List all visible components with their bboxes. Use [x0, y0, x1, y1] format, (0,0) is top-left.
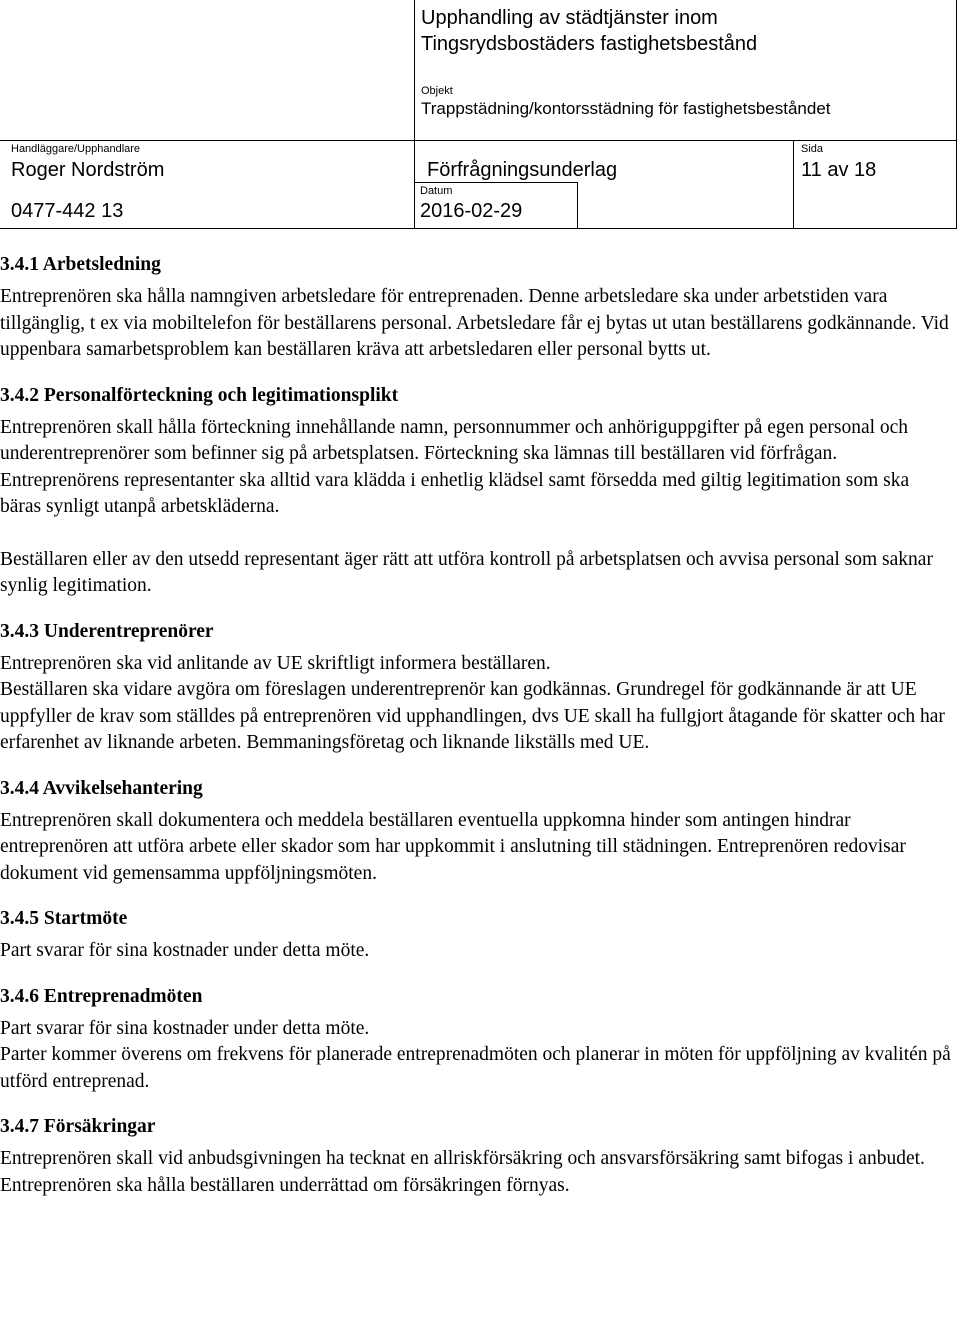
document-title-line1: Upphandling av städtjänster inom [421, 7, 718, 29]
paragraph: Entreprenörens representanter ska alltid vara klädda i enhetlig klädsel samt försedda med giltig legitimation som ska bäras synligt utanpå arbetskläderna. [0, 469, 910, 517]
section-heading: 3.4.7 Försäkringar [0, 1116, 156, 1137]
header-divider [0, 228, 957, 229]
section-avvikelsehantering [0, 776, 955, 888]
paragraph: Entreprenören ska hålla namngiven arbetsledare för entreprenaden. Denne arbetsledare ska under arbetstiden vara tillgänglig, t ex via mobiltelefon för beställarens personal. Arbetsledare får ej bytas ut utan beställarens godkännande. Vid uppenbara samarbetsproblem kan beställaren kräva att arbetsledaren eller personal bytts ut. [0, 286, 949, 360]
paragraph: Entreprenören skall hålla förteckning innehållande namn, personnummer och anhöriguppgifter på egen personal och underentreprenörer som befinner sig på arbetsplatsen. Förteckning ska lämnas till beställaren vid förfrågan. [0, 416, 909, 464]
page-number: 11 av 18 [801, 159, 877, 181]
handler-phone: 0477-442 13 [11, 200, 124, 222]
section-heading: 3.4.5 Startmöte [0, 908, 128, 929]
date-label: Datum [420, 185, 453, 197]
handler-label: Handläggare/Upphandlare [11, 143, 141, 155]
section-heading: 3.4.3 Underentreprenörer [0, 620, 214, 642]
paragraph: Part svarar för sina kostnader under detta möte. [0, 940, 370, 961]
paragraph: Entreprenören ska vid anlitande av UE skriftligt informera beställaren. [0, 652, 551, 674]
paragraph: Entreprenören skall vid anbudsgivningen ha tecknat en allriskförsäkring och ansvarsförsäkring samt bifogas i anbudet. Entreprenören ska hålla beställaren underrättad om försäkringen förnyas. [0, 1148, 925, 1196]
section-heading: 3.4.1 Arbetsledning [0, 254, 161, 275]
section-heading: 3.4.6 Entreprenadmöten [0, 985, 203, 1007]
object-label: Objekt [421, 85, 453, 97]
header-divider [414, 0, 415, 140]
handler-name: Roger Nordström [11, 159, 165, 181]
paragraph: Beställaren ska vidare avgöra om föreslagen underentreprenör kan godkännas. Grundregel för godkännande är att UE uppfyller de krav som ställdes på entreprenören vid upphandlingen, dvs UE skall ha fullgjort åtagande för skatter och har erfarenhet av liknande arbeten. Bemmaningsföretag och liknande likställs med UE. [0, 679, 945, 753]
header-divider [414, 140, 415, 228]
section-forsakringar [0, 1114, 955, 1199]
header-divider [956, 0, 957, 229]
section-underentreprenorer [0, 619, 955, 757]
document-header [0, 0, 960, 230]
object-value: Trappstädning/kontorsstädning för fastighetsbeståndet [421, 99, 831, 118]
header-divider [577, 182, 578, 228]
section-heading: 3.4.4 Avvikelsehantering [0, 777, 203, 799]
paragraph: Entreprenören skall dokumentera och meddela beställaren eventuella uppkomna hinder som antingen hindrar entreprenören att utföra arbete eller skador som har uppkommit i anslutning till städningen. Entreprenören redovisar dokument vid gemensamma uppföljningsmöten. [0, 809, 906, 884]
section-arbetsledning [0, 252, 955, 364]
section-entreprenadmoten [0, 984, 955, 1096]
header-divider [793, 140, 794, 228]
paragraph: Parter kommer överens om frekvens för planerade entreprenadmöten och planerar in möten för uppföljning av kvalitén på utförd entreprenad. [0, 1044, 951, 1092]
section-heading: 3.4.2 Personalförteckning och legitimationsplikt [0, 384, 399, 406]
document-title-line2: Tingsrydsbostäders fastighetsbestånd [421, 33, 758, 55]
document-type: Förfrågningsunderlag [427, 159, 618, 181]
page-label: Sida [801, 143, 824, 155]
document-body [0, 252, 955, 1218]
paragraph: Part svarar för sina kostnader under detta möte. [0, 1017, 370, 1039]
paragraph-spacer [0, 521, 955, 547]
paragraph: Beställaren eller av den utsedd representant äger rätt att utföra kontroll på arbetsplatsen och avvisa personal som saknar synlig legitimation. [0, 548, 933, 596]
header-divider [0, 140, 957, 141]
section-startmote [0, 906, 955, 965]
section-personalforteckning [0, 383, 955, 600]
date-value: 2016-02-29 [420, 200, 523, 222]
